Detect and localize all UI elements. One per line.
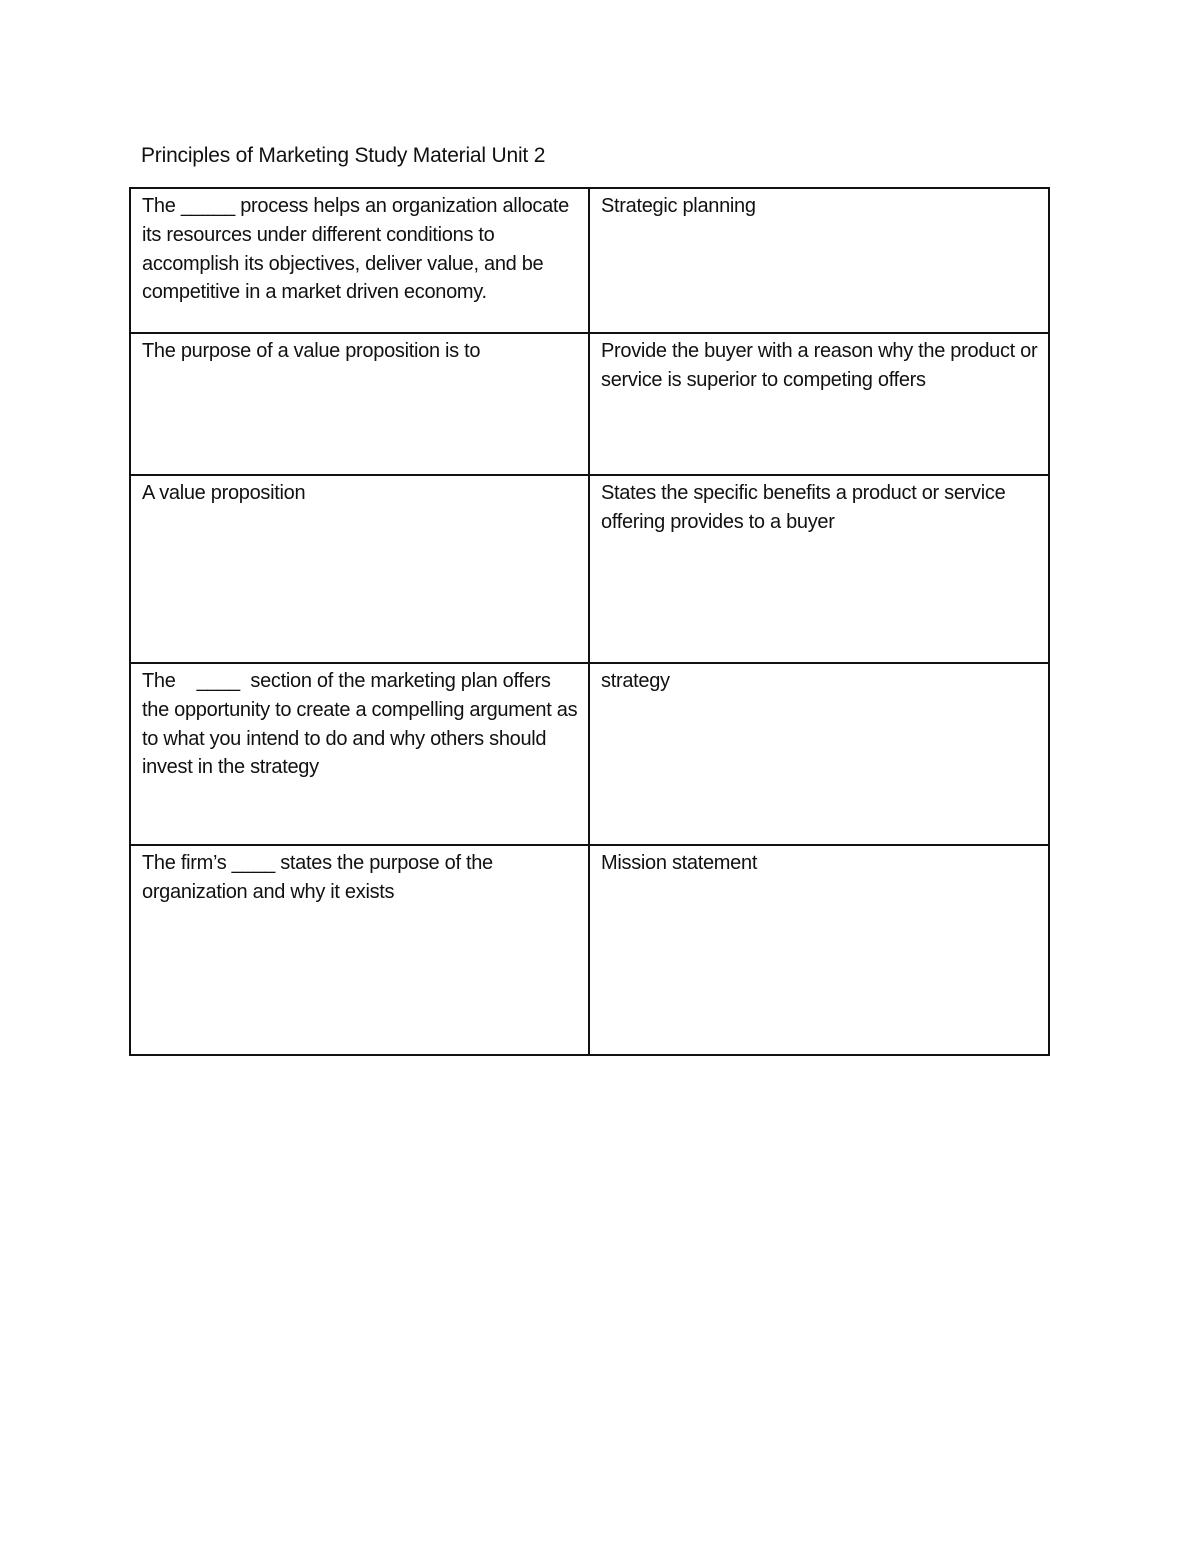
question-cell: A value proposition bbox=[130, 475, 589, 663]
question-cell: The ____ section of the marketing plan offers the opportunity to create a compelling argument as to what you intend to do and why others should invest in the strategy bbox=[130, 663, 589, 845]
answer-cell: Strategic planning bbox=[589, 188, 1049, 333]
table-row bbox=[130, 188, 1049, 333]
answer-cell: strategy bbox=[589, 663, 1049, 845]
question-cell: The firm’s ____ states the purpose of the organization and why it exists bbox=[130, 845, 589, 1055]
study-table bbox=[129, 187, 1050, 1056]
question-cell: The purpose of a value proposition is to bbox=[130, 333, 589, 475]
answer-cell: Mission statement bbox=[589, 845, 1049, 1055]
page-title: Principles of Marketing Study Material Unit 2 bbox=[141, 144, 546, 167]
table-row bbox=[130, 663, 1049, 845]
table-row bbox=[130, 333, 1049, 475]
answer-cell: States the specific benefits a product or service offering provides to a buyer bbox=[589, 475, 1049, 663]
table-row bbox=[130, 845, 1049, 1055]
question-cell: The _____ process helps an organization allocate its resources under different conditions to accomplish its objectives, deliver value, and be competitive in a market driven economy. bbox=[130, 188, 589, 333]
table-row bbox=[130, 475, 1049, 663]
answer-cell: Provide the buyer with a reason why the product or service is superior to competing offers bbox=[589, 333, 1049, 475]
